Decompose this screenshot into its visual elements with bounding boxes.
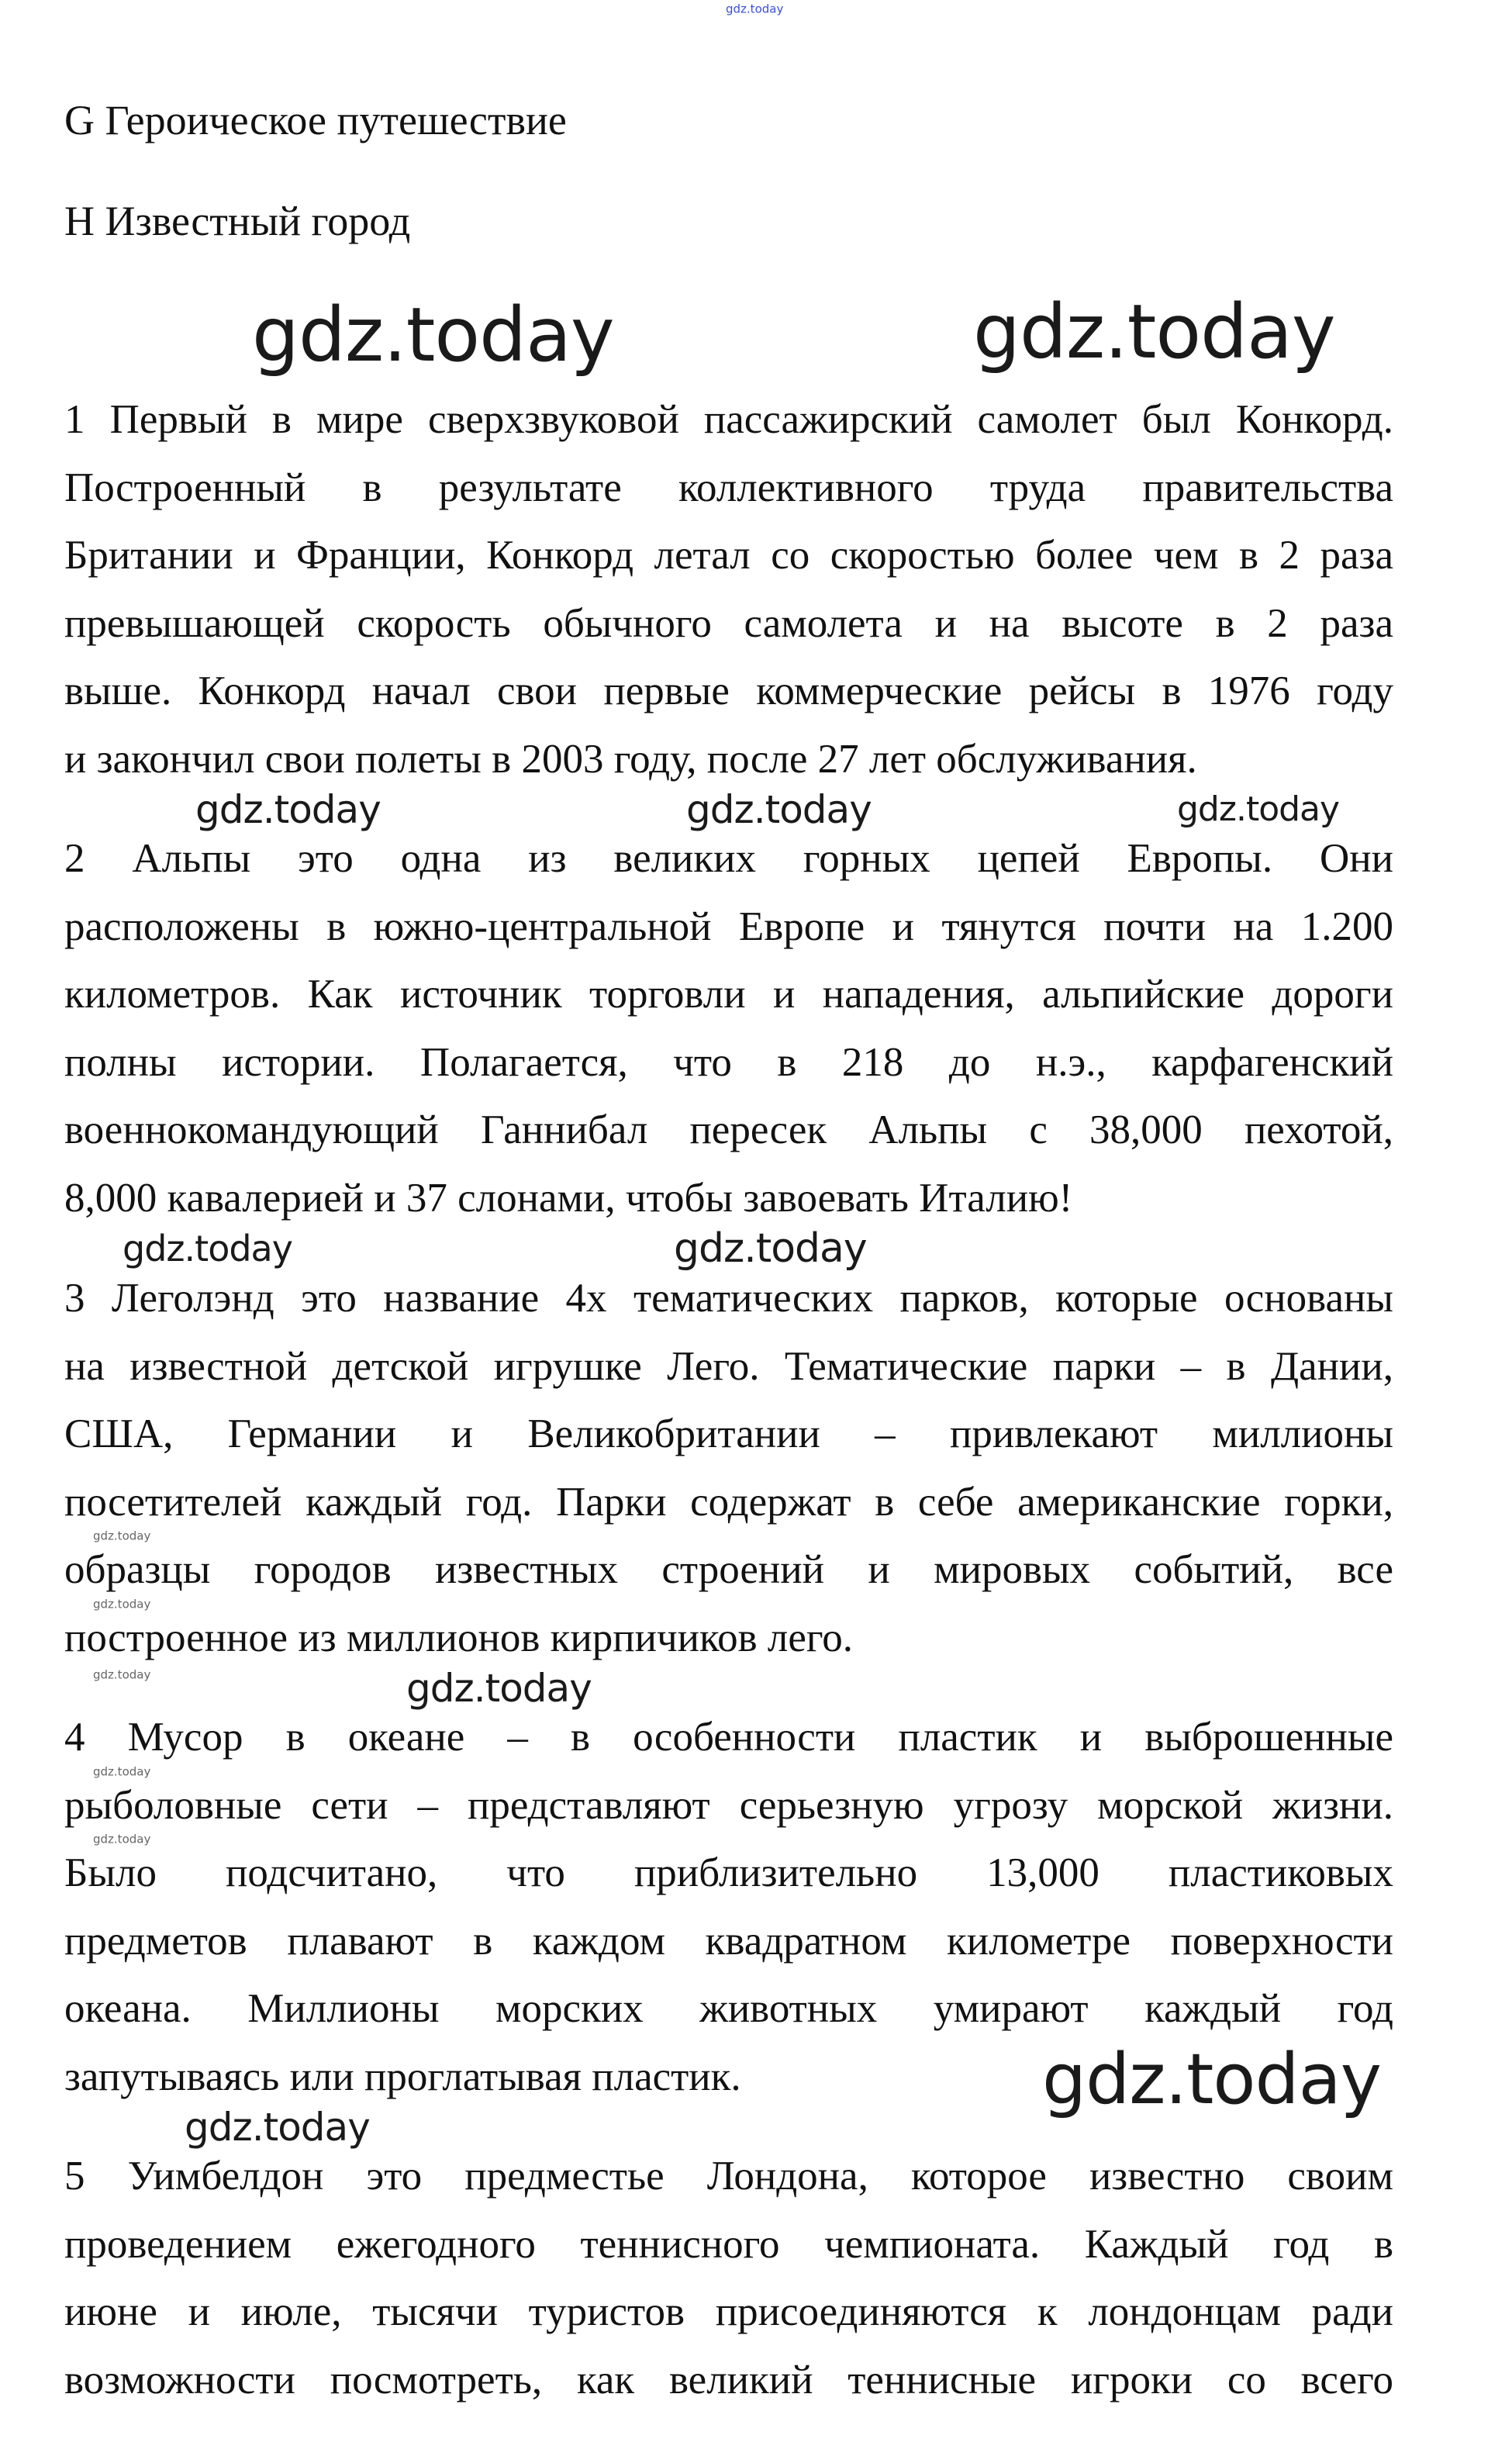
watermark: gdz.today	[123, 1228, 292, 1269]
watermark: gdz.today	[93, 1597, 151, 1611]
text-line: расположены в южно-центральной Европе и тянутся почти на 1.200	[64, 903, 1393, 949]
watermark: gdz.today	[973, 288, 1335, 375]
paragraph-1	[64, 386, 1393, 793]
text-line: 5 Уимбелдон это предместье Лондона, которое известно своим	[64, 2154, 1393, 2199]
watermark: gdz.today	[93, 1764, 151, 1779]
text-line: июне и июле, тысячи туристов присоединяются к лондонцам ради	[64, 2289, 1393, 2335]
watermark: gdz.today	[686, 787, 872, 832]
watermark: gdz.today	[93, 1529, 151, 1543]
heading-h: H Известный город	[64, 198, 411, 244]
text-line: запутываясь или проглатывая пластик.	[64, 2054, 741, 2099]
text-line: проведением ежегодного теннисного чемпионата. Каждый год в	[64, 2221, 1393, 2267]
text-line: Было подсчитано, что приблизительно 13,000 пластиковых	[64, 1850, 1393, 1896]
text-line: 4 Мусор в океане – в особенности пластик и выброшенные	[64, 1715, 1393, 1760]
watermark: gdz.today	[406, 1666, 592, 1711]
watermark: gdz.today	[252, 292, 614, 378]
watermark: gdz.today	[185, 2105, 370, 2150]
text-line: образцы городов известных строений и мировых событий, все	[64, 1547, 1393, 1593]
text-line: предметов плавают в каждом квадратном километре поверхности	[64, 1918, 1393, 1964]
heading-g: G Героическое путешествие	[64, 97, 567, 143]
text-line: превышающей скорость обычного самолета и на высоте в 2 раза	[64, 600, 1393, 646]
text-line: возможности посмотреть, как великий теннисные игроки со всего	[64, 2357, 1393, 2403]
text-line: Британии и Франции, Конкорд летал со скоростью более чем в 2 раза	[64, 533, 1393, 579]
text-line: и закончил свои полеты в 2003 году, после 27 лет обслуживания.	[64, 736, 1197, 782]
paragraph-5	[64, 2143, 1393, 2414]
watermark: gdz.today	[1177, 789, 1340, 829]
text-line: Построенный в результате коллективного труда правительства	[64, 465, 1393, 510]
text-line: полны истории. Полагается, что в 218 до н.э., карфагенский	[64, 1039, 1393, 1085]
text-line: посетителей каждый год. Парки содержат в себе американские горки,	[64, 1479, 1393, 1525]
watermark: gdz.today	[674, 1225, 867, 1272]
paragraph-2	[64, 825, 1393, 1232]
text-line: океана. Миллионы морских животных умирают каждый год	[64, 1986, 1393, 2032]
text-line: США, Германии и Великобритании – привлекают миллионы	[64, 1411, 1393, 1457]
watermark: gdz.today	[93, 1832, 151, 1846]
text-line: выше. Конкорд начал свои первые коммерческие рейсы в 1976 году	[64, 668, 1393, 714]
text-line: 2 Альпы это одна из великих горных цепей Европы. Они	[64, 836, 1393, 882]
text-line: на известной детской игрушке Лего. Тематические парки – в Дании,	[64, 1343, 1393, 1389]
text-line: километров. Как источник торговли и нападения, альпийские дороги	[64, 972, 1393, 1017]
text-line: построенное из миллионов кирпичиков лего.	[64, 1615, 854, 1660]
text-line: военнокомандующий Ганнибал пересек Альпы с 38,000 пехотой,	[64, 1107, 1393, 1153]
watermark: gdz.today	[1042, 2039, 1382, 2120]
text-line: 1 Первый в мире сверхзвуковой пассажирский самолет был Конкорд.	[64, 397, 1393, 443]
watermark: gdz.today	[93, 1667, 151, 1682]
watermark-top: gdz.today	[726, 2, 784, 16]
text-line: 8,000 кавалерией и 37 слонами, чтобы завоевать Италию!	[64, 1175, 1073, 1221]
text-line: рыболовные сети – представляют серьезную угрозу морской жизни.	[64, 1782, 1393, 1828]
text-line: 3 Леголэнд это название 4х тематических парков, которые основаны	[64, 1276, 1393, 1321]
paragraph-3	[64, 1265, 1393, 1672]
watermark: gdz.today	[195, 787, 381, 832]
